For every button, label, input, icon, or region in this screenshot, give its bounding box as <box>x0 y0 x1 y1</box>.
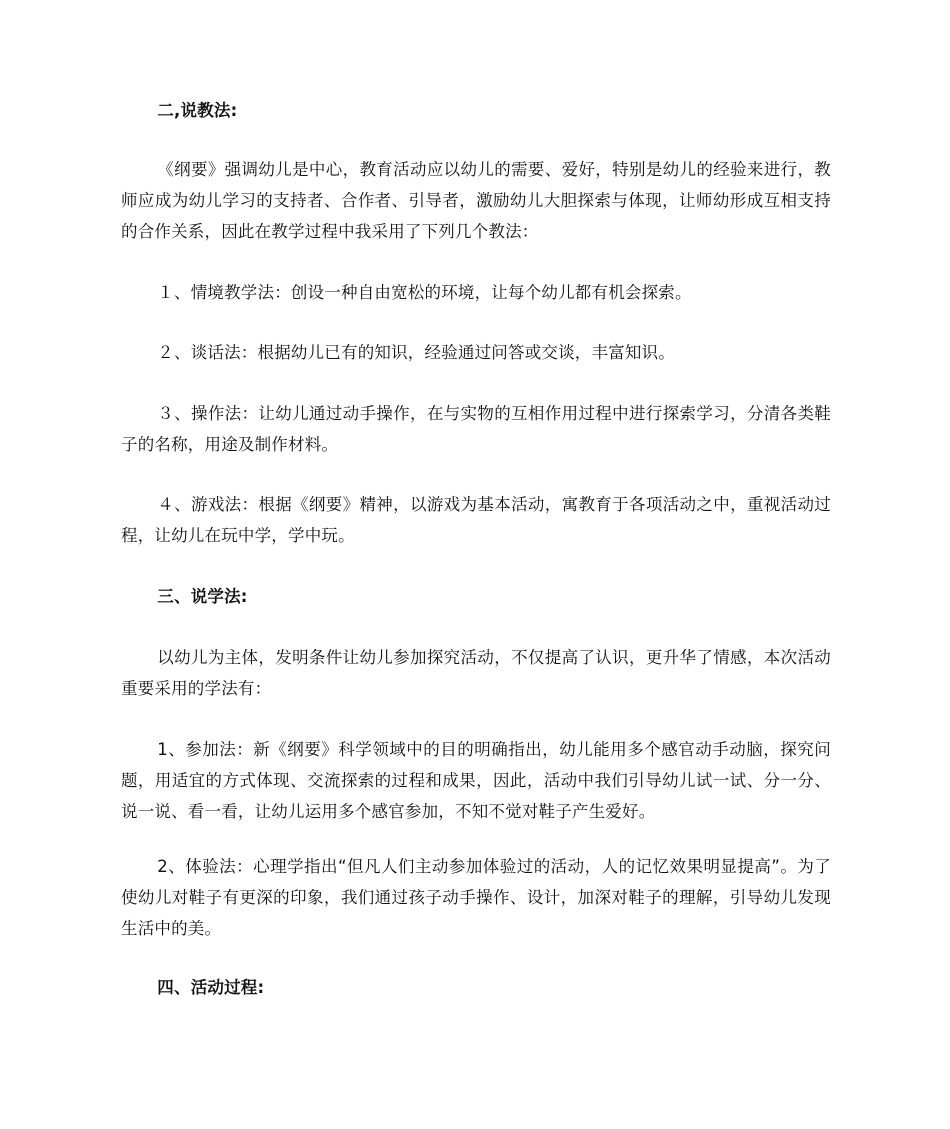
paragraph-learning-intro: 以幼儿为主体，发明条件让幼儿参加探究活动，不仅提高了认识，更升华了情感，本次活动重要采用的学法有： <box>121 648 831 698</box>
section-heading-teaching-methods: 二,说教法: <box>157 101 238 120</box>
paragraph-learning-1: 1、参加法：新《纲要》科学领域中的目的明确指出，幼儿能用多个感官动手动脑，探究问题，用适宜的方式体现、交流探索的过程和成果，因此，活动中我们引导幼儿试一试、分一分、说一说、看一看，让幼儿运用多个感官参加，不知不觉对鞋子产生爱好。 <box>121 740 831 821</box>
paragraph-method-2: ２、谈话法：根据幼儿已有的知识，经验通过问答或交谈，丰富知识。 <box>157 343 675 362</box>
section-heading-activity-process: 四、活动过程: <box>157 978 265 997</box>
paragraph-method-4: ４、游戏法：根据《纲要》精神，以游戏为基本活动，寓教育于各项活动之中，重视活动过程，让幼儿在玩中学，学中玩。 <box>121 495 831 545</box>
paragraph-method-3: ３、操作法：让幼儿通过动手操作，在与实物的互相作用过程中进行探索学习，分清各类鞋子的名称，用途及制作材料。 <box>121 404 831 454</box>
section-heading-learning-methods: 三、说学法: <box>157 587 248 606</box>
paragraph-method-1: １、情境教学法：创设一种自由宽松的环境，让每个幼儿都有机会探索。 <box>157 283 692 302</box>
paragraph-teaching-intro: 《纲要》强调幼儿是中心，教育活动应以幼儿的需要、爱好，特别是幼儿的经验来进行，教师应成为幼儿学习的支持者、合作者、引导者，激励幼儿大胆探索与体现，让师幼形成互相支持的合作关系，因此在教学过程中我采用了下列几个教法： <box>121 160 831 241</box>
paragraph-learning-2: 2、体验法：心理学指出“但凡人们主动参加体验过的活动，人的记忆效果明显提高”。为了使幼儿对鞋子有更深的印象，我们通过孩子动手操作、设计，加深对鞋子的理解，引导幼儿发现生活中的美。 <box>121 857 831 938</box>
